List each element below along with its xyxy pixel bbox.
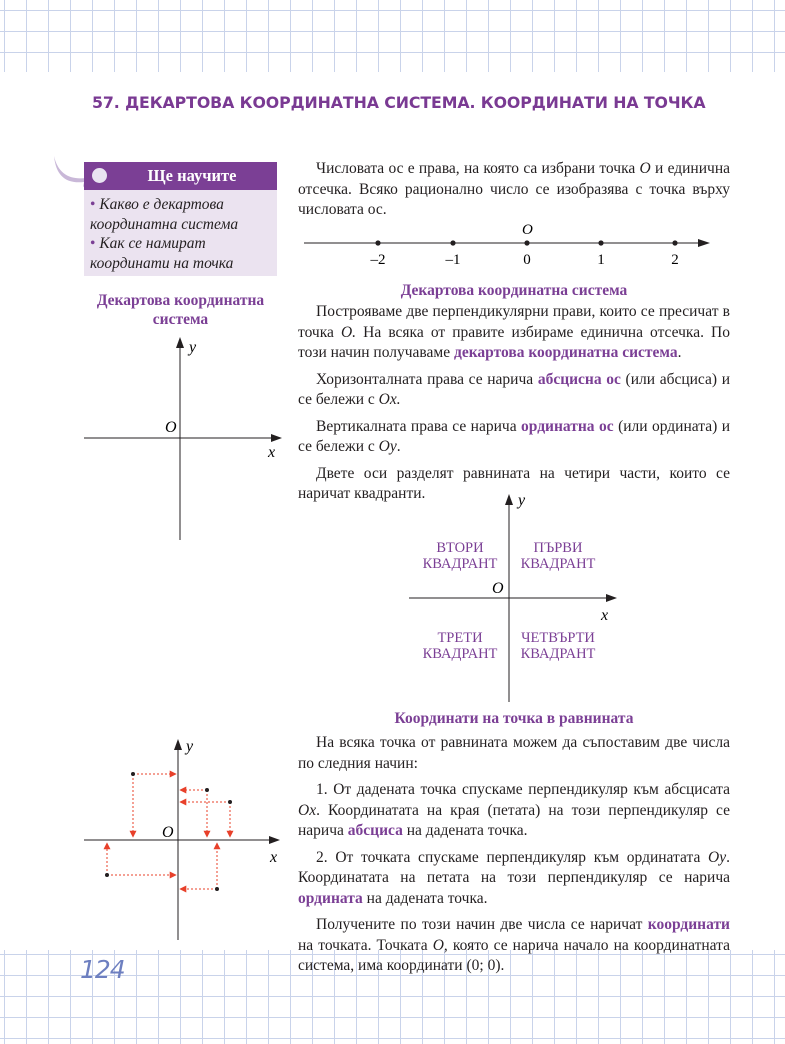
learn-item: • Как се намират координати на точка <box>90 235 234 272</box>
learn-box-header <box>84 162 277 190</box>
paragraph: 2. От точката спускаме перпендикуляр към ординатата Oy. Координатата на петата на този перпендикуляр се нарича ордината на дадената точка. <box>298 848 730 907</box>
bullet-icon <box>92 168 107 183</box>
paragraph: Двете оси разделят равнината на четири части, които се наричат квадранти. <box>298 464 730 502</box>
page-title: 57. ДЕКАРТОВА КООРДИНАТНА СИСТЕМА. КООРДИНАТИ НА ТОЧКА <box>92 93 706 112</box>
tick-label: –2 <box>370 252 386 268</box>
section-heading: Координати на точка в равнината <box>394 710 634 727</box>
tick-point <box>450 240 455 245</box>
projection-diagram <box>80 735 285 945</box>
learn-box-heading: Ще научите <box>147 166 237 185</box>
number-line <box>300 222 715 270</box>
tick-label: 1 <box>597 252 605 268</box>
tick-label: –1 <box>445 252 461 268</box>
section-heading: Декартова координатна система <box>400 282 628 299</box>
x-axis-label: x <box>601 607 609 624</box>
paragraph: Построяваме две перпендикулярни прави, които се пресичат в точка O. На всяка от правите избираме единична отсечка. По този начин получаваме декартова координатна система. <box>298 303 730 361</box>
axes-diagram <box>80 335 285 545</box>
page-number: 124 <box>80 955 125 984</box>
x-axis-label: x <box>268 444 276 461</box>
y-axis-label: y <box>518 492 526 509</box>
point <box>205 788 209 792</box>
quadrant-4-line1: ЧЕТВЪРТИ <box>521 630 595 646</box>
tick-label: 0 <box>523 252 531 268</box>
origin-label: O <box>165 419 177 436</box>
paragraph: На всяка точка от равнината можем да съпоставим две числа по следния начин: <box>298 734 730 772</box>
quadrant-diagram <box>405 490 620 705</box>
y-axis-label: y <box>186 738 194 755</box>
paragraph: Вертикалната права се нарича ординатна ос (или ордината) и се бележи с Oy. <box>298 417 730 455</box>
paragraph: Получените по този начин две числа се наричат координати на точката. Точката O, която се нарича начало на координатната система, има координати (0; 0). <box>298 916 730 974</box>
paragraph: 1. От дадената точка спускаме перпендикуляр към абсцисата Ox. Координатата на края (петата) на този перпендикуляр се нарича абсциса на дадената точка. <box>298 781 730 839</box>
section2-text <box>298 733 730 983</box>
point <box>228 800 232 804</box>
tick-point <box>672 240 677 245</box>
side-title: Декартова координатна система <box>96 292 265 328</box>
origin-label: O <box>492 580 504 597</box>
intro-paragraph: Числовата ос е права, на която са избрани точка O и единична отсечка. Всяко рационално число се изобразява с точка върху числовата ос. <box>298 160 730 218</box>
point <box>131 772 135 776</box>
quadrant-1-line2: КВАДРАНТ <box>520 556 596 572</box>
tick-point <box>598 240 603 245</box>
paragraph: Хоризонталната права се нарича абсцисна ос (или абсциса) и се бележи с Ox. <box>298 370 730 408</box>
quadrant-2-line1: ВТОРИ <box>436 540 484 556</box>
tick-point <box>524 240 529 245</box>
quadrant-3-line1: ТРЕТИ <box>437 630 483 646</box>
learn-item: • Какво е декартова координатна система <box>90 196 239 233</box>
tick-point <box>375 240 380 245</box>
tick-label: 2 <box>671 252 679 268</box>
point <box>215 887 219 891</box>
y-axis-label: y <box>189 339 197 356</box>
x-axis-label: x <box>270 849 278 866</box>
section1-text <box>298 302 730 511</box>
learn-box-body <box>84 190 277 276</box>
grid-top <box>0 0 785 72</box>
quadrant-1-line1: ПЪРВИ <box>533 540 583 556</box>
quadrant-3-line2: КВАДРАНТ <box>422 646 498 662</box>
number-line-origin-label: O <box>522 222 533 238</box>
quadrant-4-line2: КВАДРАНТ <box>520 646 596 662</box>
point <box>105 873 109 877</box>
quadrant-2-line2: КВАДРАНТ <box>422 556 498 572</box>
origin-label: O <box>162 824 174 841</box>
